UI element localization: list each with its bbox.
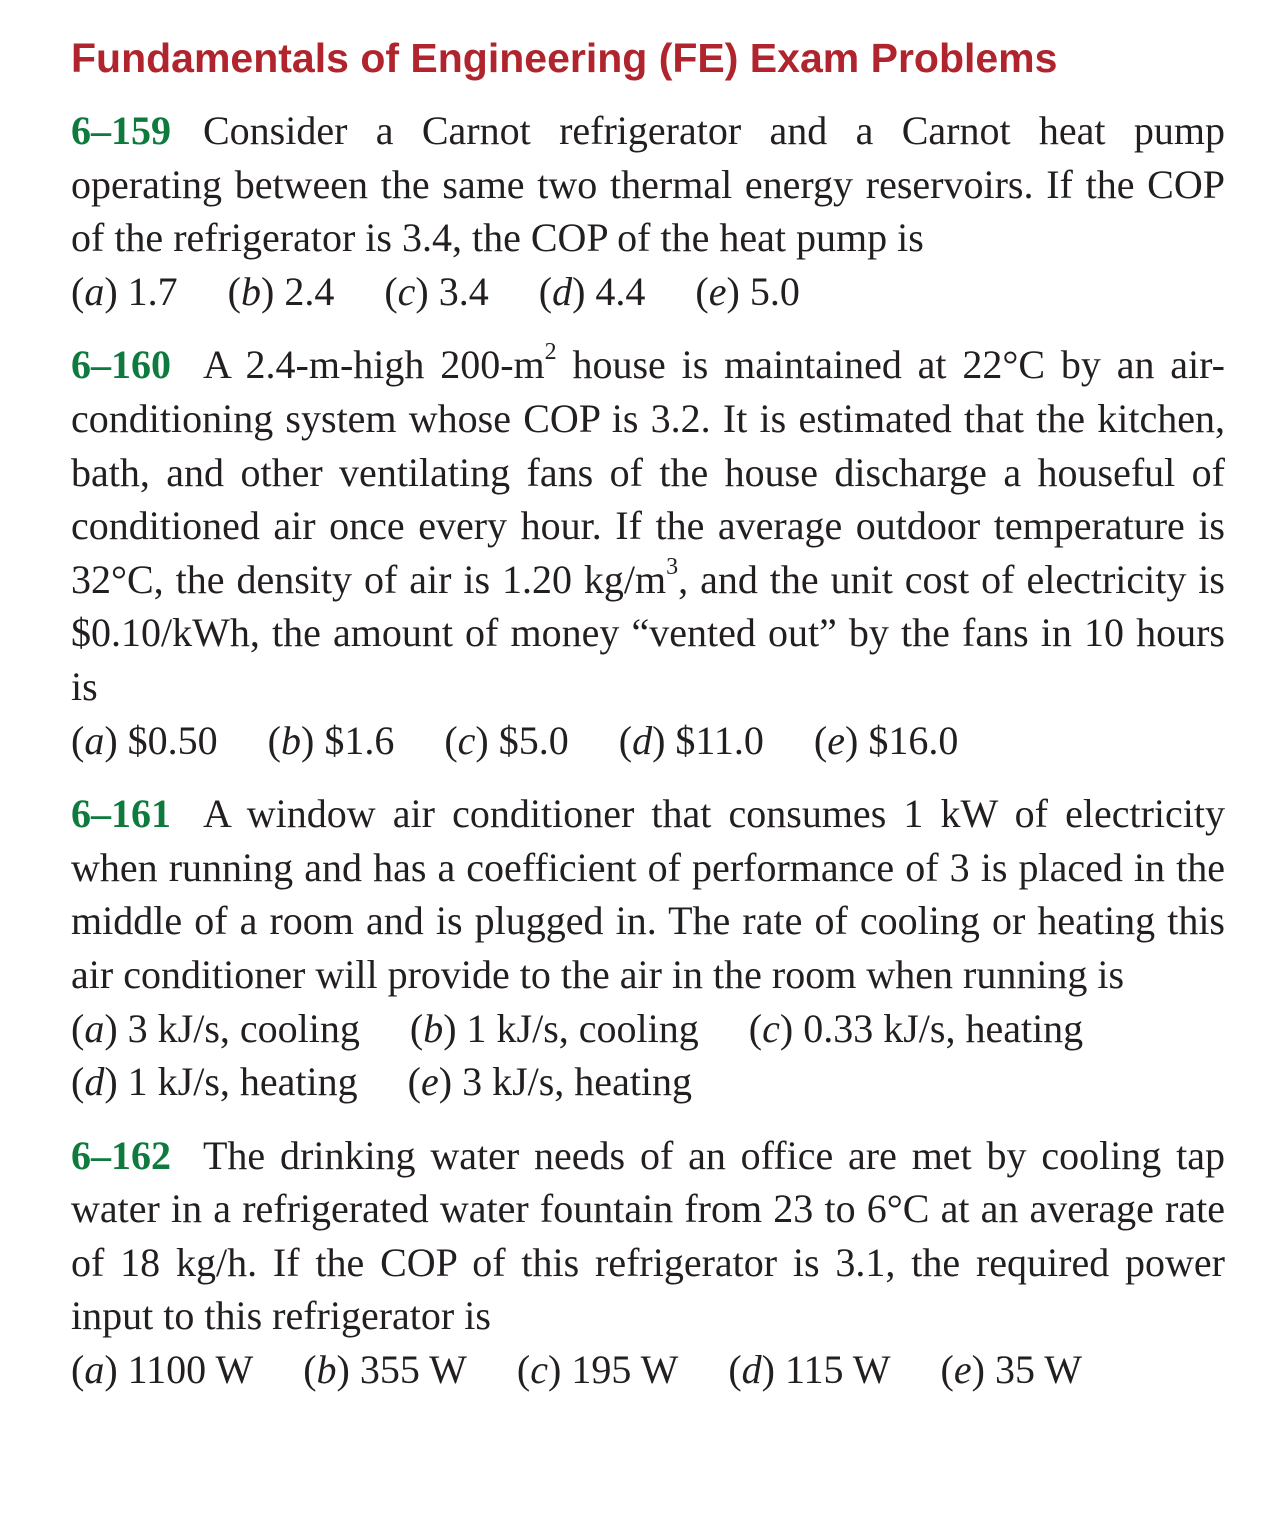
choice-c: (c) 195 W — [516, 1347, 679, 1393]
choice-e: (e) 35 W — [940, 1347, 1082, 1393]
choice-b: (b) 2.4 — [227, 268, 335, 314]
choice-a: (a) 1100 W — [71, 1347, 254, 1393]
problem-text: house is maintained at 22°C by an air-conditioning system whose COP is 3.2. It is estimated that the kitchen, bath, and other ventilating fans of the house discharge a houseful of conditioned air once every hour. If the average outdoor temperature is 32°C, the density of air is 1.20 kg/m — [71, 342, 1225, 602]
problem-text: A 2.4-m-high 200-m — [203, 342, 545, 388]
problem-text: Consider a Carnot refrigerator and a Carnot heat pump operating between the same two thermal energy reservoirs. If the COP of the refrigerator is 3.4, the COP of the heat pump is — [71, 108, 1225, 261]
problem-text: A window air conditioner that consumes 1 kW of electricity when running and has a coefficient of performance of 3 is placed in the middle of a room and is plugged in. The rate of cooling or heating this air conditioner will provide to the air in the room when running is — [71, 791, 1225, 997]
problem-6-160 — [71, 338, 1225, 767]
answer-choices — [71, 714, 1225, 768]
problem-number: 6–161 — [71, 791, 171, 837]
problem-6-161 — [71, 787, 1225, 1109]
superscript: 2 — [544, 339, 557, 366]
choice-d: (d) $11.0 — [618, 717, 764, 763]
problem-6-162 — [71, 1129, 1225, 1397]
choice-e: (e) 5.0 — [695, 268, 800, 314]
problem-number: 6–162 — [71, 1132, 171, 1178]
choice-c: (c) $5.0 — [444, 717, 569, 763]
problem-6-159 — [71, 104, 1225, 318]
choice-c: (c) 0.33 kJ/s, heating — [748, 1005, 1084, 1051]
section-heading: Fundamentals of Engineering (FE) Exam Problems — [71, 35, 1058, 81]
choice-a: (a) 3 kJ/s, cooling — [71, 1005, 360, 1051]
answer-choices — [71, 265, 1225, 319]
choice-d: (d) 1 kJ/s, heating — [71, 1059, 358, 1105]
superscript: 3 — [666, 553, 679, 580]
choice-d: (d) 115 W — [728, 1347, 891, 1393]
problem-number: 6–160 — [71, 342, 171, 388]
problem-text: The drinking water needs of an office are met by cooling tap water in a refrigerated water fountain from 23 to 6°C at an average rate of 18 kg/h. If the COP of this refrigerator is 3.1, the required power input to this refrigerator is — [71, 1132, 1225, 1339]
choice-b: (b) $1.6 — [267, 717, 395, 763]
choice-a: (a) $0.50 — [71, 717, 218, 763]
choice-c: (c) 3.4 — [384, 268, 489, 314]
problem-number: 6–159 — [71, 108, 171, 153]
choice-b: (b) 355 W — [303, 1347, 467, 1393]
choice-b: (b) 1 kJ/s, cooling — [409, 1005, 699, 1051]
answer-choices — [71, 1343, 1225, 1397]
problem-text: , and the unit cost of electricity is $0.10/kWh, the amount of money “vented out” by the fans in 10 hours is — [71, 556, 1225, 709]
choice-d: (d) 4.4 — [538, 268, 646, 314]
choice-a: (a) 1.7 — [71, 268, 178, 314]
choice-e: (e) $16.0 — [813, 717, 959, 763]
choice-e: (e) 3 kJ/s, heating — [407, 1059, 693, 1105]
answer-choices — [71, 1002, 1225, 1109]
page — [71, 28, 1225, 1397]
